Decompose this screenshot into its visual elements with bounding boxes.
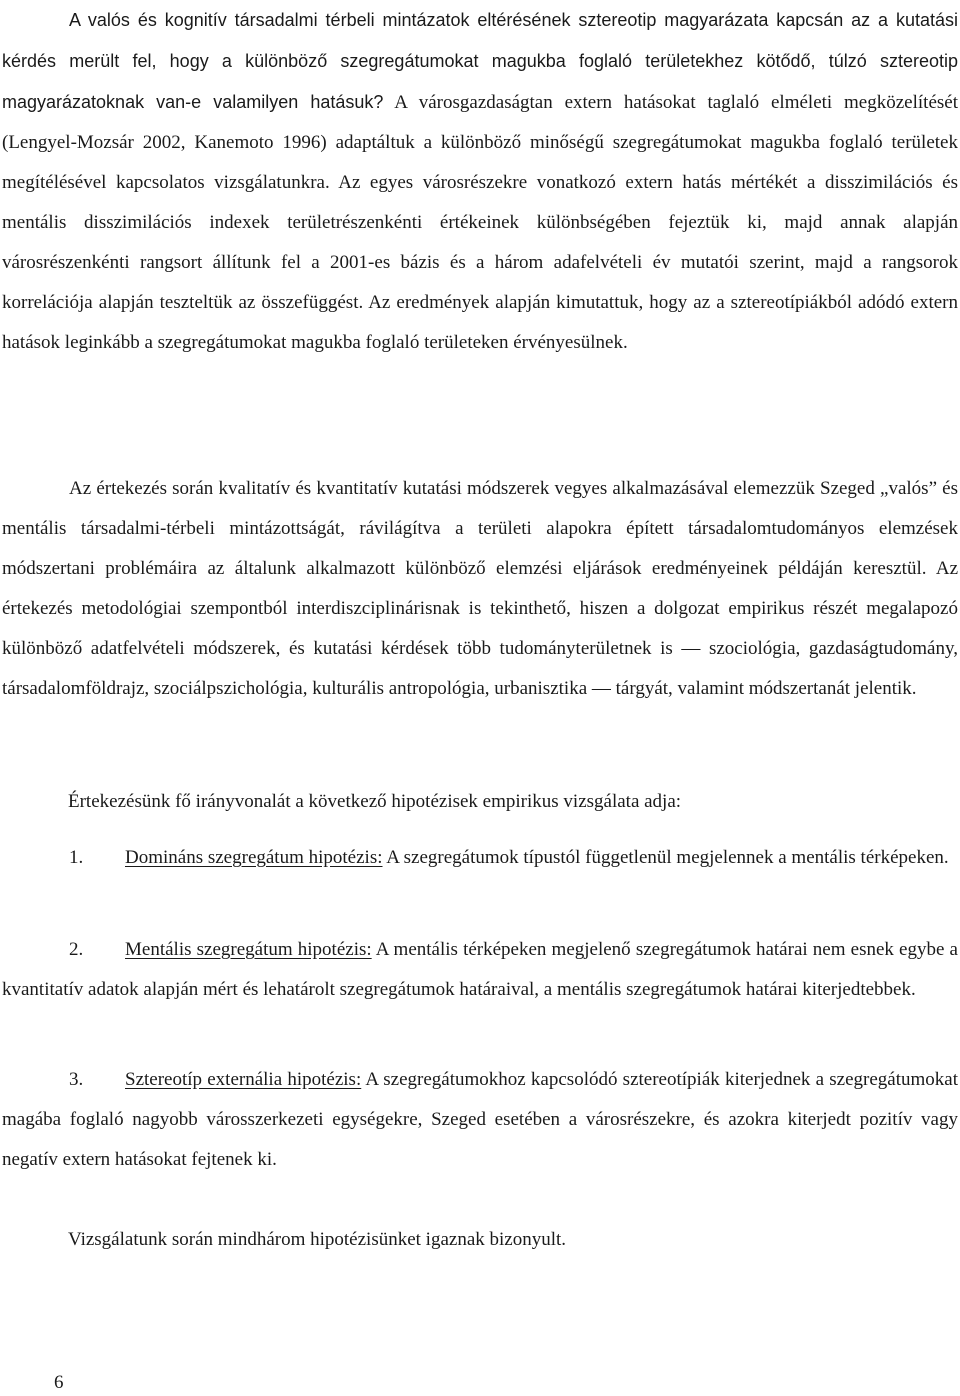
- hypothesis-1-number: 1.: [69, 847, 84, 868]
- hypothesis-2-text: A mentális térképeken megjelenő szegregátumok határai nem esnek egybe a kvantitatív adatok alapján mért és lehatárolt szegregátumok határaival, a mentális szegregátumok határai kiterjedtebbek.: [2, 939, 958, 1000]
- page-number: 6: [54, 1372, 64, 1393]
- hypothesis-2-title: Mentális szegregátum hipotézis:: [125, 939, 372, 960]
- paragraph-urban-economics: A városgazdaságtan extern hatásokat taglaló elméleti megközelítését (Lengyel-Mozsár 2002, Kanemoto 1996) adaptáltuk a különböző minőségű szegregátumokat magukba foglaló területek megítélésével kapcsolatos vizsgálatunkra. Az egyes városrészekre vonatkozó extern hatás mértékét a disszimilációs és mentális disszimilációs indexek területrészenkénti értékeinek különbségében fejeztük ki, majd annak alapján városrészenkénti rangsort állítunk fel a 2001-es bázis és a három adafelvételi év mutatói szerint, majd a rangsorok korrelációja alapján teszteltük az összefüggést. Az eredmények alapján kimutattuk, hogy az a sztereotípiákból adódó extern hatások leginkább a szegregátumokat magukba foglaló területeken érvényesülnek.: [2, 92, 958, 353]
- hypothesis-1: [2, 838, 958, 878]
- paragraph-stereotype-question-sans: A valós és kognitív társadalmi térbeli mintázatok eltérésének sztereotip magyarázata kapcsán az a kutatási kérdés merült fel, hogy a különböző szegregátumokat magukba foglaló területekhez kötődő, túlzó sztereotip magyarázatoknak van-e valamilyen hatásuk?: [2, 10, 958, 112]
- hypothesis-3-number: 3.: [69, 1069, 84, 1090]
- paragraph-methodology: Az értekezés során kvalitatív és kvantitatív kutatási módszerek vegyes alkalmazásával elemezzük Szeged „valós” és mentális társadalmi-térbeli mintázottságát, rávilágítva a területi alapokra épített társadalomtudományos elemzések módszertani problémáira az általunk alkalmazott különböző elemzési eljárások eredményeinek példáján keresztül. Az értekezés metodológiai szempontból interdiszciplinárisnak is tekinthető, hiszen a dolgozat empirikus részét megalapozó különböző adatfelvételi módszerek, és kutatási kérdések több tudományterületnek is — szociológia, gazdaságtudomány, társadalomföldrajz, szociálpszichológia, kulturális antropológia, urbanisztika — tárgyát, valamint módszertanát jelentik.: [2, 478, 958, 699]
- hypothesis-2: [2, 930, 958, 1010]
- paragraph-conclusion: Vizsgálatunk során mindhárom hipotézisünket igaznak bizonyult.: [68, 1229, 567, 1250]
- hypothesis-3: [2, 1060, 958, 1180]
- hypothesis-3-title: Sztereotíp externália hipotézis:: [125, 1069, 362, 1090]
- hypothesis-1-title: Domináns szegregátum hipotézis:: [125, 847, 383, 868]
- hypothesis-3-text: A szegregátumokhoz kapcsolódó sztereotípiák kiterjednek a szegregátumokat magába foglaló nagyobb városszerkezeti egységekre, Szeged esetében a városrészekre, és azokra kiterjedt pozitív vagy negatív extern hatásokat fejtenek ki.: [2, 1069, 959, 1170]
- paragraph-hypotheses-intro: Értekezésünk fő irányvonalát a következő hipotézisek empirikus vizsgálata adja:: [68, 791, 682, 812]
- hypothesis-1-text: A szegregátumok típustól függetlenül megjelennek a mentális térképeken.: [382, 847, 949, 868]
- hypothesis-2-number: 2.: [69, 939, 84, 960]
- paragraph-stereotype-question: [2, 0, 958, 363]
